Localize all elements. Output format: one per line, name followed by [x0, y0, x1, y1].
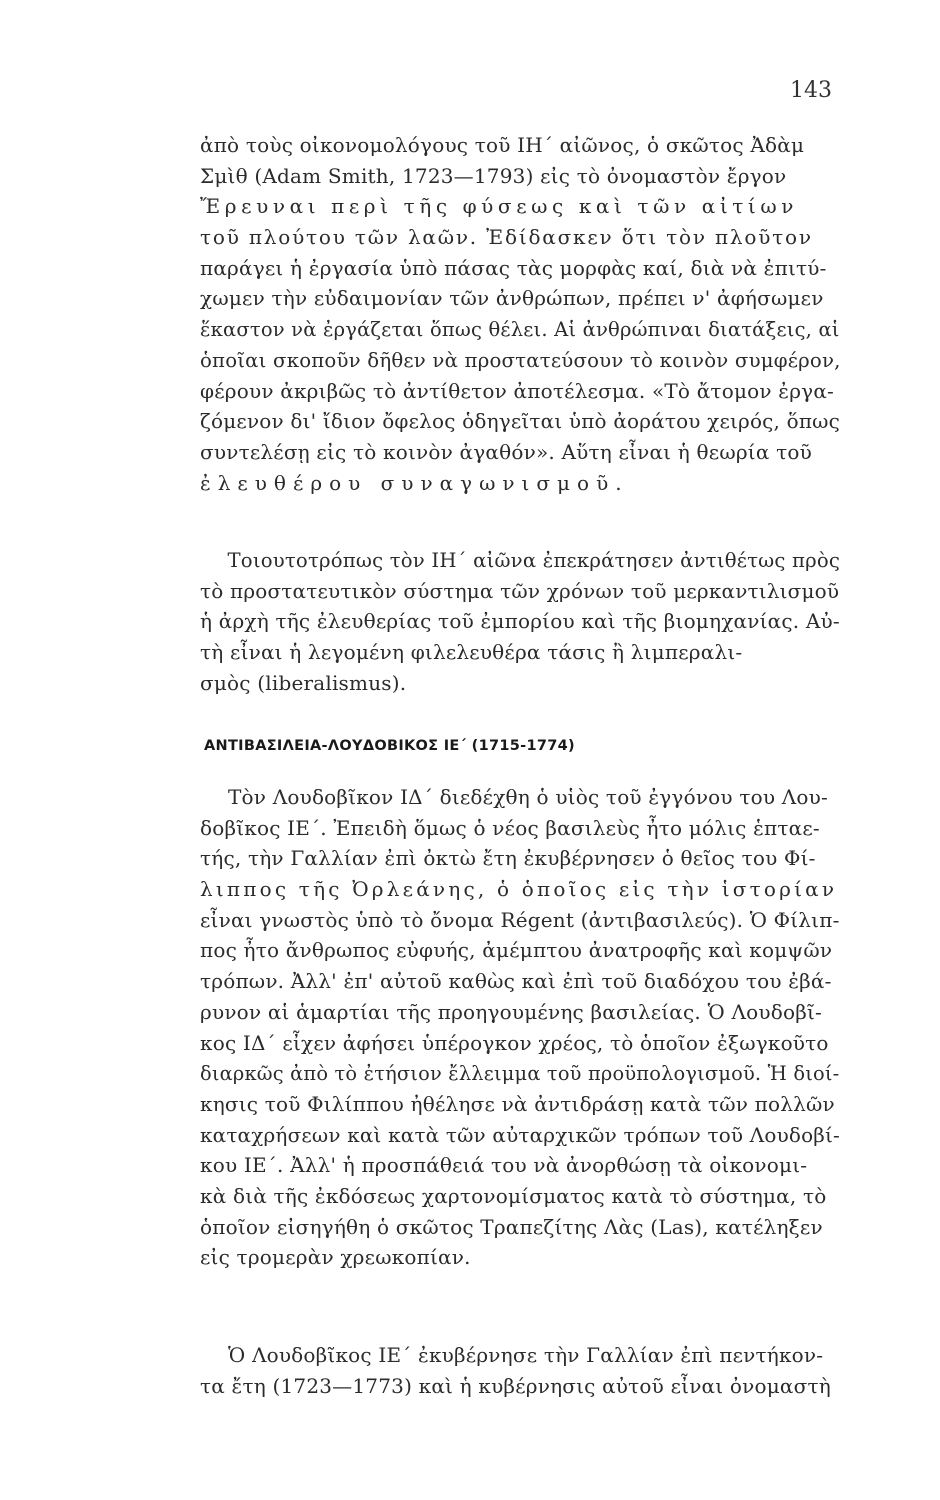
- text-line: εἶναι γνωστὸς ὑπὸ τὸ ὄνομα Régent (ἀντιβασιλεύς). Ὁ Φίλιπ-: [200, 907, 840, 932]
- text-line: ἡ ἀρχὴ τῆς ἐλευθερίας τοῦ ἐμπορίου καὶ τῆς βιομηχανίας. Αὐ-: [200, 609, 840, 634]
- text-line: Τὸν Λουδοβῖκον ΙΔ΄ διεδέχθη ὁ υἱὸς τοῦ ἐγγόνου του Λου-: [228, 785, 828, 809]
- text-line: κος ΙΔ΄ εἶχεν ἀφήσει ὑπέρογκον χρέος, τὸ ὁποῖον ἐξωγκοῦτο: [200, 1030, 829, 1055]
- text-line: σμὸς (liberalismus).: [200, 670, 407, 695]
- text-line: κὰ διὰ τῆς ἐκδόσεως χαρτονομίσματος κατὰ τὸ σύστημα, τὸ: [200, 1183, 827, 1208]
- text-line: ρυνον αἱ ἁμαρτίαι τῆς προηγουμένης βασιλείας. Ὁ Λουδοβῖ-: [200, 999, 822, 1024]
- text-line: πος ἦτο ἄνθρωπος εὐφυής, ἀμέμπτου ἀνατροφῆς καὶ κομψῶν: [200, 938, 833, 963]
- paragraph-adam-smith: [200, 130, 840, 498]
- text-line: κησις τοῦ Φιλίππου ἠθέλησε νὰ ἀντιδράσῃ κατὰ τῶν πολλῶν: [200, 1091, 835, 1116]
- paragraph-regency: [200, 782, 840, 1273]
- text-line: τὸ προστατευτικὸν σύστημα τῶν χρόνων τοῦ μερκαντιλισμοῦ: [200, 578, 840, 603]
- text-line: κου ΙΕ΄. Ἀλλ' ἡ προσπάθειά του νὰ ἀνορθώσῃ τὰ οἰκονομι-: [200, 1153, 808, 1178]
- text-line: Ὁ Λουδοβῖκος ΙΕ΄ ἐκυβέρνησε τὴν Γαλλίαν ἐπὶ πεντήκον-: [228, 1343, 824, 1367]
- text-line: εἰς τρομερὰν χρεωκοπίαν.: [200, 1245, 471, 1270]
- paragraph-liberalism: [200, 545, 840, 698]
- text-line: Τοιουτοτρόπως τὸν ΙΗ΄ αἰῶνα ἐπεκράτησεν ἀντιθέτως πρὸς: [227, 548, 841, 572]
- text-line: καταχρήσεων καὶ κατὰ τῶν αὐταρχικῶν τρόπων τοῦ Λουδοβί-: [200, 1122, 840, 1147]
- text-line: συντελέσῃ εἰς τὸ κοινὸν ἀγαθόν». Αὕτη εἶναι ἡ θεωρία τοῦ: [200, 439, 812, 464]
- text-line: Ἔρευναι περὶ τῆς φύσεως καὶ τῶν αἰτίων: [200, 194, 799, 219]
- text-line: ὁποῖαι σκοποῦν δῆθεν νὰ προστατεύσουν τὸ κοινὸν συμφέρον,: [200, 347, 841, 372]
- text-line: τὴ εἶναι ἡ λεγομένη φιλελευθέρα τάσις ἢ λιμπεραλι-: [200, 640, 743, 665]
- page-number: 143: [790, 78, 832, 103]
- text-line: διαρκῶς ἀπὸ τὸ ἐτήσιον ἔλλειμμα τοῦ προϋπολογισμοῦ. Ἡ διοί-: [200, 1061, 840, 1086]
- text-line: χωμεν τὴν εὐδαιμονίαν τῶν ἀνθρώπων, πρέπει ν' ἀφήσωμεν: [200, 286, 824, 311]
- text-line: ἐλευθέρου συναγωνισμοῦ.: [200, 470, 629, 495]
- text-line: τοῦ πλούτου τῶν λαῶν. Ἐδίδασκεν ὅτι τὸν πλοῦτον: [200, 225, 813, 250]
- text-line: ὁποῖον εἰσηγήθη ὁ σκῶτος Τραπεζίτης Λὰς (Las), κατέληξεν: [200, 1214, 823, 1239]
- text-line: Σμὶθ (Adam Smith, 1723—1793) εἰς τὸ ὀνομαστὸν ἔργον: [200, 163, 787, 188]
- text-line: δοβῖκος ΙΕ΄. Ἐπειδὴ ὅμως ὁ νέος βασιλεὺς ἦτο μόλις ἑπταε-: [200, 815, 820, 840]
- text-line: ἕκαστον νὰ ἐργάζεται ὅπως θέλει. Αἱ ἀνθρώπιναι διατάξεις, αἱ: [200, 317, 840, 342]
- text-line: τα ἔτη (1723—1773) καὶ ἡ κυβέρνησις αὐτοῦ εἶναι ὀνομαστὴ: [200, 1373, 831, 1398]
- text-line: τρόπων. Ἀλλ' ἐπ' αὐτοῦ καθὼς καὶ ἐπὶ τοῦ διαδόχου του ἐβά-: [200, 969, 832, 994]
- section-heading: ΑΝΤΙΒΑΣΙΛΕΙΑ-ΛΟΥΔΟΒΙΚΟΣ ΙΕ΄ (1715-1774): [204, 738, 575, 754]
- paragraph-louis-xv: [200, 1340, 840, 1401]
- text-line: φέρουν ἀκριβῶς τὸ ἀντίθετον ἀποτέλεσμα. «Τὸ ἄτομον ἐργα-: [200, 378, 835, 403]
- text-line: τής, τὴν Γαλλίαν ἐπὶ ὀκτὼ ἔτη ἐκυβέρνησεν ὁ θεῖος του Φί-: [200, 846, 816, 871]
- text-line: ἀπὸ τοὺς οἰκονομολόγους τοῦ ΙΗ΄ αἰῶνος, ὁ σκῶτος Ἀδὰμ: [200, 133, 805, 157]
- text-line: ζόμενον δι' ἴδιον ὄφελος ὁδηγεῖται ὑπὸ ἀοράτου χειρός, ὅπως: [200, 409, 841, 434]
- text-line: λιππος τῆς Ὀρλεάνης, ὁ ὁποῖος εἰς τὴν ἱστορίαν: [200, 877, 838, 902]
- text-line: παράγει ἡ ἐργασία ὑπὸ πάσας τὰς μορφὰς καί, διὰ νὰ ἐπιτύ-: [200, 255, 827, 280]
